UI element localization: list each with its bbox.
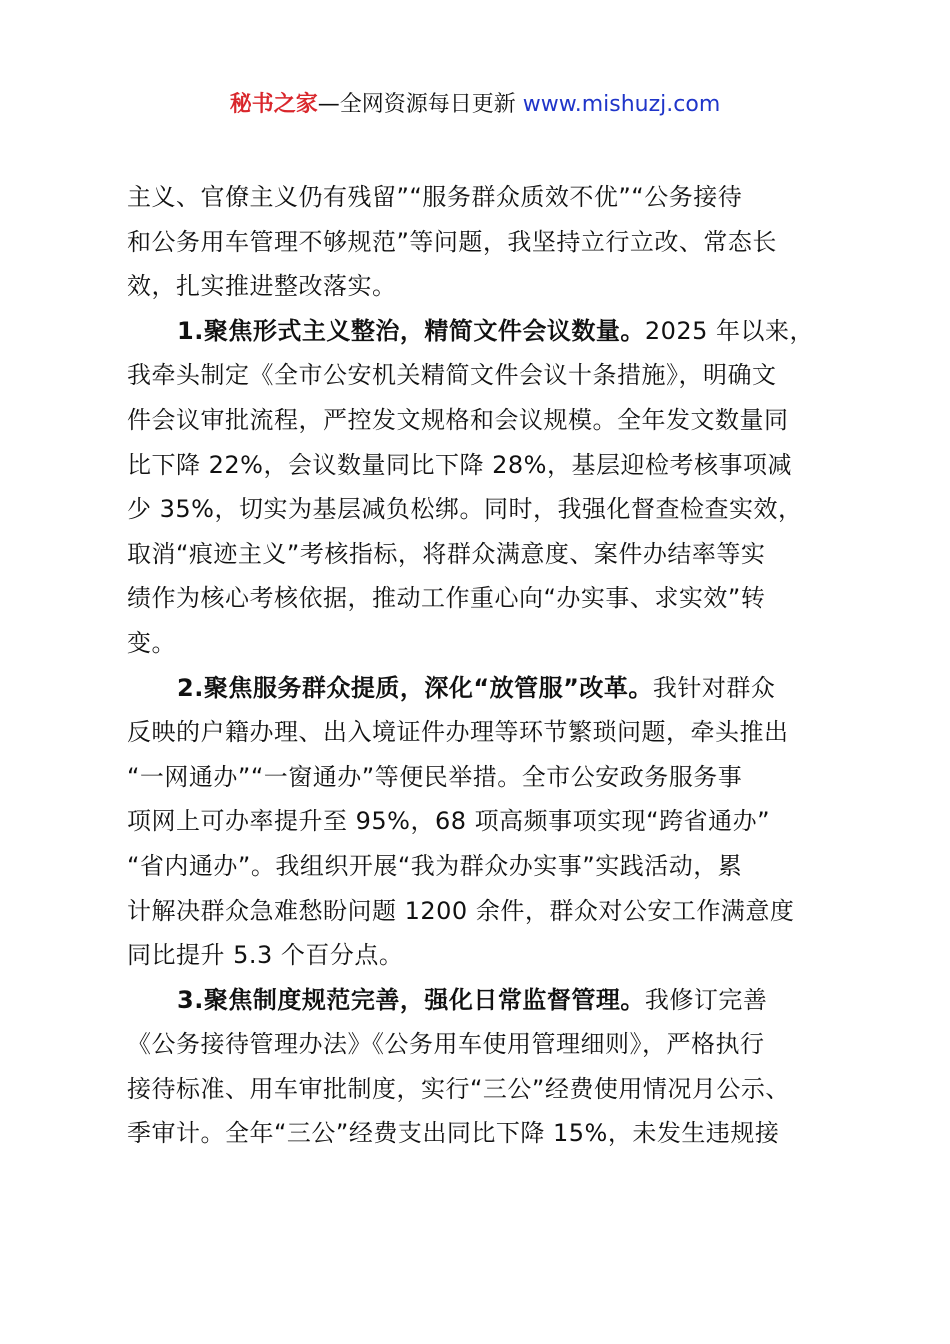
- text-line: 我牵头制定《全市公安机关精简文件会议十条措施》，明确文: [127, 361, 777, 390]
- text-line: 和公务用车管理不够规范”等问题，我坚持立行立改、常态长: [127, 227, 777, 256]
- text-line: 《公务接待管理办法》《公务用车使用管理细则》，严格执行: [127, 1030, 765, 1059]
- text-line: 主义、官僚主义仍有残留”“服务群众质效不优”“公务接待: [127, 183, 743, 211]
- text-line: 接待标准、用车审批制度，实行“三公”经费使用情况月公示、: [127, 1074, 790, 1103]
- site-url-link[interactable]: www.mishuzj.com: [522, 92, 721, 117]
- document-body: [127, 175, 839, 1156]
- section-2-paragraph: [127, 666, 839, 978]
- site-brand: 秘书之家: [229, 92, 318, 117]
- section-1-paragraph: [127, 309, 839, 666]
- section-lead-text: 2025 年以来，: [644, 316, 815, 345]
- section-first-line: [127, 309, 839, 354]
- text-line: 季审计。全年“三公”经费支出同比下降 15%，未发生违规接: [127, 1119, 780, 1148]
- section-lead-text: 我修订完善: [644, 985, 768, 1014]
- section-first-line: [127, 978, 839, 1023]
- text-line: “一网通办”“一窗通办”等便民举措。全市公安政务服务事: [127, 762, 743, 791]
- section-3-paragraph: [127, 978, 839, 1156]
- text-line: 变。: [127, 628, 176, 657]
- text-line: “省内通办”。我组织开展“我为群众办实事”实践活动，累: [127, 851, 743, 880]
- section-heading: 3.聚焦制度规范完善，强化日常监督管理。: [177, 985, 645, 1014]
- text-line: 比下降 22%，会议数量同比下降 28%，基层迎检考核事项减: [127, 450, 792, 479]
- text-line: 效，扎实推进整改落实。: [127, 272, 397, 301]
- text-line: 少 35%，切实为基层减负松绑。同时，我强化督查检查实效，: [127, 495, 803, 524]
- text-line: 计解决群众急难愁盼问题 1200 余件，群众对公安工作满意度: [127, 896, 795, 925]
- text-line: 绩作为核心考核依据，推动工作重心向“办实事、求实效”转: [127, 584, 766, 613]
- text-line: 取消“痕迹主义”考核指标，将群众满意度、案件办结率等实: [127, 539, 766, 568]
- section-first-line: [127, 666, 839, 711]
- text-line: 项网上可办率提升至 95%，68 项高频事项实现“跨省通办”: [127, 807, 771, 836]
- intro-paragraph: [127, 175, 839, 309]
- section-lead-text: 我针对群众: [652, 673, 776, 702]
- section-heading: 1.聚焦形式主义整治，精简文件会议数量。: [177, 316, 645, 345]
- text-line: 同比提升 5.3 个百分点。: [127, 941, 404, 970]
- text-line: 反映的户籍办理、出入境证件办理等环节繁琐问题，牵头推出: [127, 718, 789, 747]
- section-heading: 2.聚焦服务群众提质，深化“放管服”改革。: [177, 673, 653, 702]
- text-line: 件会议审批流程，严控发文规格和会议规模。全年发文数量同: [127, 405, 789, 434]
- site-tagline: —全网资源每日更新: [317, 92, 523, 117]
- site-header: [0, 88, 950, 122]
